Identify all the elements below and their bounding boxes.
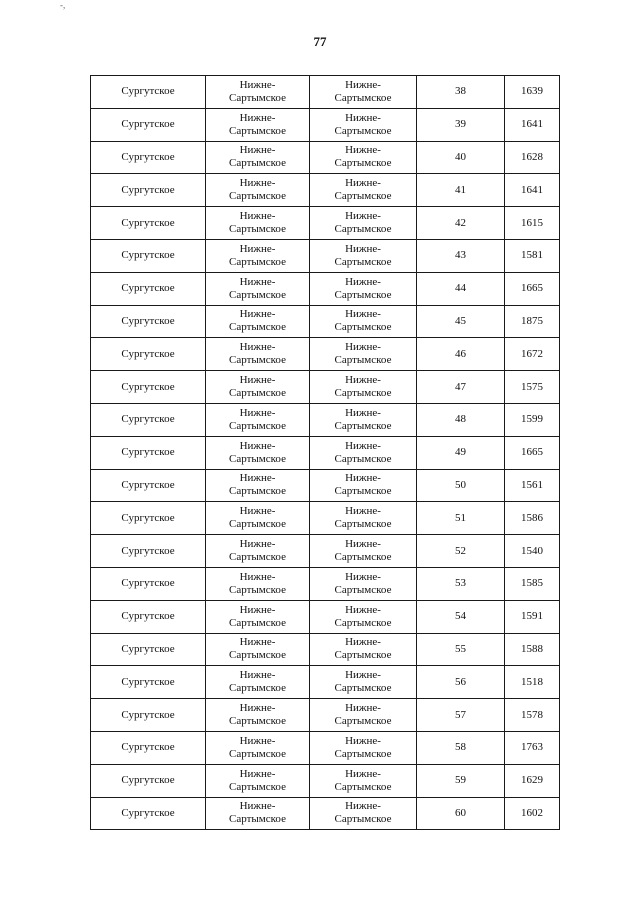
- cell-license-area: Нижне- Сартымское: [310, 338, 417, 371]
- cell-area: Нижне- Сартымское: [206, 797, 310, 830]
- cell-value: 1875: [505, 305, 560, 338]
- cell-value: 1561: [505, 469, 560, 502]
- cell-well-number: 43: [417, 239, 505, 272]
- cell-well-number: 51: [417, 502, 505, 535]
- table-row: [91, 174, 560, 207]
- page-number: 77: [313, 34, 327, 49]
- cell-value: 1639: [505, 76, 560, 109]
- table-row: [91, 239, 560, 272]
- cell-area: Нижне- Сартымское: [206, 403, 310, 436]
- table-row: [91, 469, 560, 502]
- cell-area: Нижне- Сартымское: [206, 764, 310, 797]
- cell-value: 1588: [505, 633, 560, 666]
- cell-well-number: 56: [417, 666, 505, 699]
- scan-corner-mark: -,: [60, 0, 66, 10]
- table-row: [91, 731, 560, 764]
- cell-well-number: 53: [417, 567, 505, 600]
- cell-license-area: Нижне- Сартымское: [310, 600, 417, 633]
- cell-deposit: Сургутское: [91, 666, 206, 699]
- cell-well-number: 42: [417, 207, 505, 240]
- cell-license-area: Нижне- Сартымское: [310, 272, 417, 305]
- table-row: [91, 76, 560, 109]
- cell-value: 1599: [505, 403, 560, 436]
- cell-deposit: Сургутское: [91, 207, 206, 240]
- cell-area: Нижне- Сартымское: [206, 567, 310, 600]
- cell-well-number: 60: [417, 797, 505, 830]
- table-row: [91, 371, 560, 404]
- cell-deposit: Сургутское: [91, 535, 206, 568]
- table-row: [91, 633, 560, 666]
- cell-deposit: Сургутское: [91, 141, 206, 174]
- table-row: [91, 305, 560, 338]
- cell-deposit: Сургутское: [91, 436, 206, 469]
- cell-license-area: Нижне- Сартымское: [310, 567, 417, 600]
- table-body: [91, 76, 560, 830]
- cell-license-area: Нижне- Сартымское: [310, 469, 417, 502]
- cell-area: Нижне- Сартымское: [206, 666, 310, 699]
- cell-deposit: Сургутское: [91, 699, 206, 732]
- cell-license-area: Нижне- Сартымское: [310, 731, 417, 764]
- cell-license-area: Нижне- Сартымское: [310, 535, 417, 568]
- cell-license-area: Нижне- Сартымское: [310, 436, 417, 469]
- cell-well-number: 49: [417, 436, 505, 469]
- cell-value: 1763: [505, 731, 560, 764]
- cell-value: 1591: [505, 600, 560, 633]
- cell-area: Нижне- Сартымское: [206, 141, 310, 174]
- cell-value: 1575: [505, 371, 560, 404]
- cell-area: Нижне- Сартымское: [206, 108, 310, 141]
- table-row: [91, 666, 560, 699]
- cell-value: 1628: [505, 141, 560, 174]
- cell-well-number: 40: [417, 141, 505, 174]
- cell-area: Нижне- Сартымское: [206, 207, 310, 240]
- cell-value: 1540: [505, 535, 560, 568]
- cell-value: 1586: [505, 502, 560, 535]
- cell-area: Нижне- Сартымское: [206, 76, 310, 109]
- cell-value: 1585: [505, 567, 560, 600]
- cell-deposit: Сургутское: [91, 239, 206, 272]
- cell-deposit: Сургутское: [91, 502, 206, 535]
- table-row: [91, 535, 560, 568]
- cell-area: Нижне- Сартымское: [206, 469, 310, 502]
- table-row: [91, 797, 560, 830]
- cell-deposit: Сургутское: [91, 338, 206, 371]
- cell-license-area: Нижне- Сартымское: [310, 797, 417, 830]
- cell-area: Нижне- Сартымское: [206, 600, 310, 633]
- cell-well-number: 45: [417, 305, 505, 338]
- cell-value: 1665: [505, 272, 560, 305]
- table-row: [91, 108, 560, 141]
- cell-license-area: Нижне- Сартымское: [310, 764, 417, 797]
- cell-area: Нижне- Сартымское: [206, 731, 310, 764]
- cell-well-number: 41: [417, 174, 505, 207]
- cell-well-number: 47: [417, 371, 505, 404]
- cell-license-area: Нижне- Сартымское: [310, 633, 417, 666]
- cell-area: Нижне- Сартымское: [206, 436, 310, 469]
- cell-license-area: Нижне- Сартымское: [310, 207, 417, 240]
- cell-well-number: 59: [417, 764, 505, 797]
- cell-value: 1641: [505, 108, 560, 141]
- cell-license-area: Нижне- Сартымское: [310, 403, 417, 436]
- cell-well-number: 46: [417, 338, 505, 371]
- table-row: [91, 338, 560, 371]
- cell-area: Нижне- Сартымское: [206, 371, 310, 404]
- cell-area: Нижне- Сартымское: [206, 272, 310, 305]
- table-row: [91, 272, 560, 305]
- cell-well-number: 38: [417, 76, 505, 109]
- cell-value: 1629: [505, 764, 560, 797]
- data-table: [90, 75, 560, 830]
- cell-well-number: 54: [417, 600, 505, 633]
- cell-well-number: 52: [417, 535, 505, 568]
- cell-area: Нижне- Сартымское: [206, 699, 310, 732]
- cell-area: Нижне- Сартымское: [206, 535, 310, 568]
- cell-license-area: Нижне- Сартымское: [310, 174, 417, 207]
- cell-deposit: Сургутское: [91, 600, 206, 633]
- cell-deposit: Сургутское: [91, 403, 206, 436]
- cell-well-number: 48: [417, 403, 505, 436]
- cell-license-area: Нижне- Сартымское: [310, 666, 417, 699]
- cell-well-number: 39: [417, 108, 505, 141]
- cell-deposit: Сургутское: [91, 305, 206, 338]
- cell-deposit: Сургутское: [91, 272, 206, 305]
- cell-area: Нижне- Сартымское: [206, 633, 310, 666]
- cell-license-area: Нижне- Сартымское: [310, 141, 417, 174]
- cell-license-area: Нижне- Сартымское: [310, 502, 417, 535]
- cell-license-area: Нижне- Сартымское: [310, 108, 417, 141]
- cell-deposit: Сургутское: [91, 731, 206, 764]
- table-row: [91, 436, 560, 469]
- cell-value: 1615: [505, 207, 560, 240]
- cell-value: 1665: [505, 436, 560, 469]
- table-row: [91, 502, 560, 535]
- cell-value: 1578: [505, 699, 560, 732]
- cell-area: Нижне- Сартымское: [206, 305, 310, 338]
- cell-deposit: Сургутское: [91, 469, 206, 502]
- cell-area: Нижне- Сартымское: [206, 174, 310, 207]
- cell-deposit: Сургутское: [91, 108, 206, 141]
- cell-license-area: Нижне- Сартымское: [310, 305, 417, 338]
- cell-value: 1518: [505, 666, 560, 699]
- cell-deposit: Сургутское: [91, 633, 206, 666]
- table-row: [91, 600, 560, 633]
- table-row: [91, 699, 560, 732]
- table-row: [91, 207, 560, 240]
- cell-well-number: 44: [417, 272, 505, 305]
- cell-deposit: Сургутское: [91, 174, 206, 207]
- cell-license-area: Нижне- Сартымское: [310, 239, 417, 272]
- cell-deposit: Сургутское: [91, 76, 206, 109]
- table-row: [91, 567, 560, 600]
- cell-well-number: 55: [417, 633, 505, 666]
- cell-value: 1641: [505, 174, 560, 207]
- cell-well-number: 57: [417, 699, 505, 732]
- table-row: [91, 141, 560, 174]
- cell-well-number: 58: [417, 731, 505, 764]
- table-row: [91, 764, 560, 797]
- cell-deposit: Сургутское: [91, 797, 206, 830]
- cell-deposit: Сургутское: [91, 764, 206, 797]
- cell-deposit: Сургутское: [91, 567, 206, 600]
- cell-license-area: Нижне- Сартымское: [310, 371, 417, 404]
- cell-area: Нижне- Сартымское: [206, 338, 310, 371]
- cell-value: 1581: [505, 239, 560, 272]
- cell-value: 1672: [505, 338, 560, 371]
- cell-license-area: Нижне- Сартымское: [310, 76, 417, 109]
- cell-license-area: Нижне- Сартымское: [310, 699, 417, 732]
- cell-value: 1602: [505, 797, 560, 830]
- cell-area: Нижне- Сартымское: [206, 239, 310, 272]
- cell-well-number: 50: [417, 469, 505, 502]
- cell-deposit: Сургутское: [91, 371, 206, 404]
- cell-area: Нижне- Сартымское: [206, 502, 310, 535]
- table-row: [91, 403, 560, 436]
